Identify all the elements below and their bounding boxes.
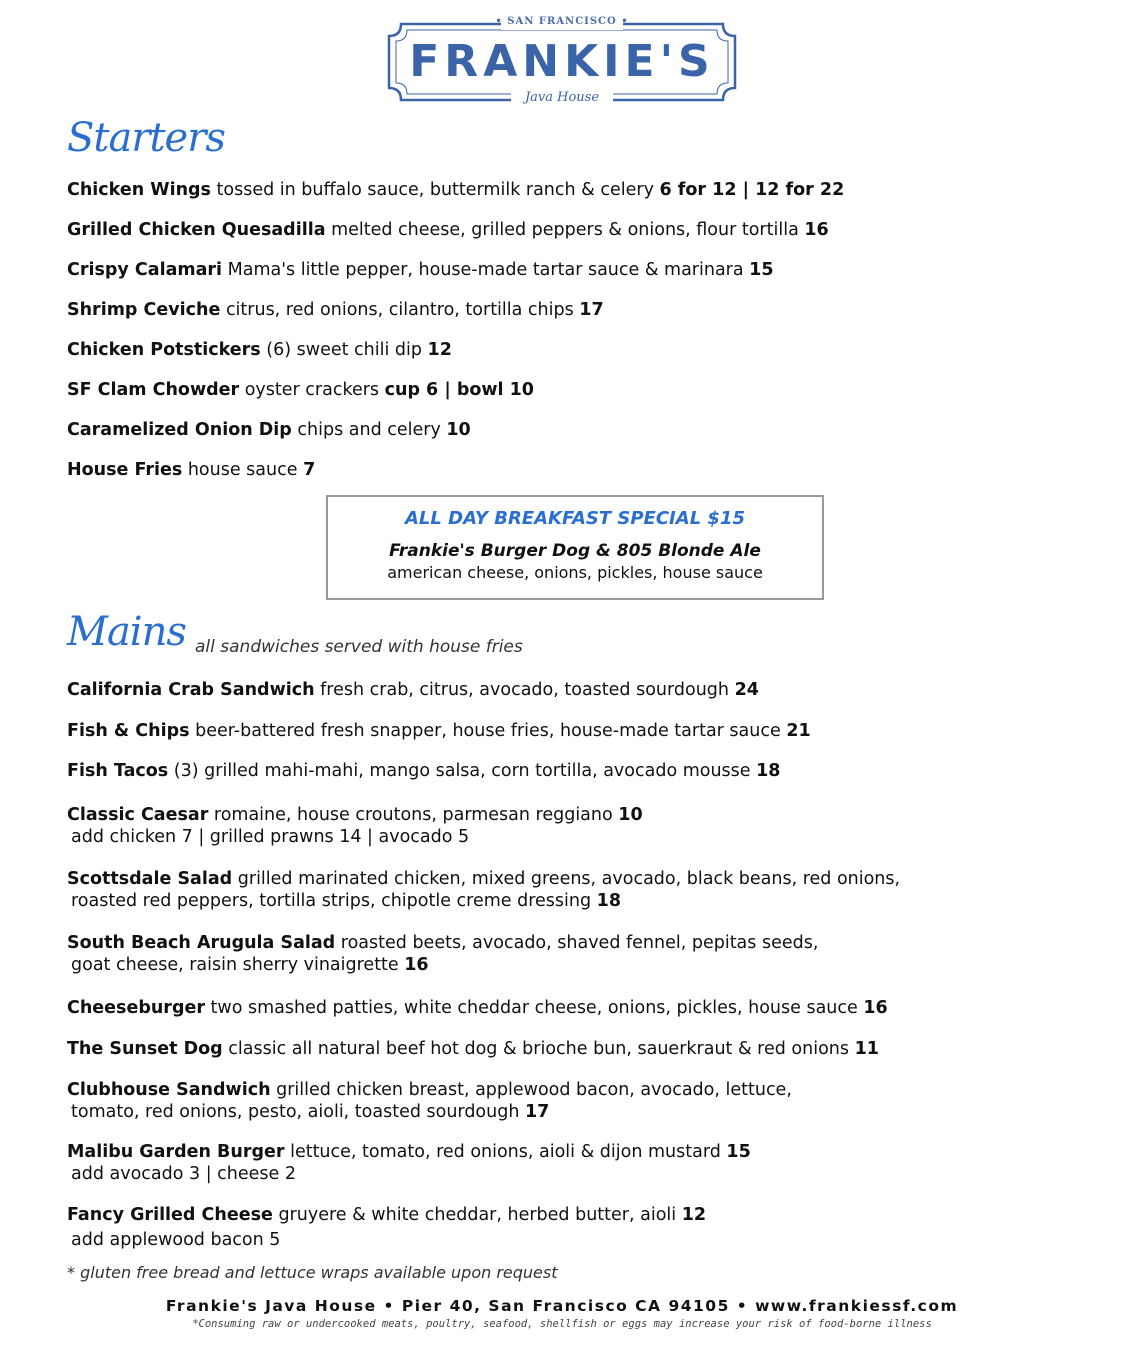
menu-item <box>67 299 604 321</box>
item-price: 16 <box>863 998 888 1018</box>
menu-item <box>67 379 534 401</box>
item-name: Classic Caesar <box>67 805 209 825</box>
gluten-free-note: * gluten free bread and lettuce wraps available upon request <box>67 1263 558 1282</box>
menu-item <box>67 179 844 201</box>
item-description-line2: roasted red peppers, tortilla strips, chipotle creme dressing <box>71 891 597 911</box>
menu-item <box>67 868 900 912</box>
mains-note: all sandwiches served with house fries <box>195 637 523 657</box>
logo-tagline: Java House <box>524 90 600 105</box>
item-name: Chicken Potstickers <box>67 340 261 360</box>
item-description: grilled marinated chicken, mixed greens, avocado, black beans, red onions, <box>232 869 901 889</box>
item-addons: add chicken 7 | grilled prawns 14 | avocado 5 <box>71 827 470 847</box>
item-name: Fish & Chips <box>67 721 190 741</box>
logo-city: • SAN FRANCISCO • <box>495 16 629 27</box>
item-description: Mama's little pepper, house-made tartar sauce & marinara <box>222 260 750 280</box>
mains-heading: Mains <box>67 609 186 655</box>
menu-item <box>67 679 759 701</box>
item-price: 24 <box>734 680 759 700</box>
item-description: tossed in buffalo sauce, buttermilk ranch & celery <box>210 180 660 200</box>
item-name: Cheeseburger <box>67 998 205 1018</box>
menu-item <box>67 1079 792 1123</box>
item-description: lettuce, tomato, red onions, aioli & dijon mustard <box>284 1142 727 1162</box>
item-description-cont <box>67 1101 792 1123</box>
food-safety-disclaimer: *Consuming raw or undercooked meats, poultry, seafood, shellfish or eggs may increase your risk of food-borne illness <box>192 1318 932 1330</box>
menu-item <box>67 219 829 241</box>
item-price: 18 <box>596 891 622 911</box>
item-price: cup 6 | bowl 10 <box>384 380 534 400</box>
item-name: California Crab Sandwich <box>67 680 315 700</box>
footer-address: Frankie's Java House • Pier 40, San Francisco CA 94105 • www.frankiessf.com <box>165 1297 959 1315</box>
item-description: chips and celery <box>291 420 447 440</box>
item-description: (3) grilled mahi-mahi, mango salsa, corn tortilla, avocado mousse <box>168 761 757 781</box>
item-price: 7 <box>303 460 316 480</box>
item-price: 15 <box>749 260 774 280</box>
item-addons: add applewood bacon 5 <box>71 1230 281 1250</box>
menu-item <box>67 459 315 481</box>
menu-item <box>67 932 818 976</box>
item-name: House Fries <box>67 460 183 480</box>
menu-item <box>67 1204 706 1251</box>
item-price: 6 for 12 | 12 for 22 <box>659 180 845 200</box>
menu-item <box>67 419 471 441</box>
menu-item <box>67 720 811 742</box>
item-name: Caramelized Onion Dip <box>67 420 292 440</box>
item-price: 10 <box>446 420 471 440</box>
item-addons: add avocado 3 | cheese 2 <box>71 1164 296 1184</box>
item-name: Shrimp Ceviche <box>67 300 221 320</box>
item-name: Scottsdale Salad <box>67 869 233 889</box>
item-name: Grilled Chicken Quesadilla <box>67 220 326 240</box>
item-price: 17 <box>525 1102 550 1122</box>
item-price: 18 <box>756 761 781 781</box>
item-name: Fancy Grilled Cheese <box>67 1205 273 1225</box>
item-name: SF Clam Chowder <box>67 380 240 400</box>
menu-item <box>67 1141 751 1185</box>
menu-item <box>67 804 643 848</box>
breakfast-special-box <box>326 495 824 600</box>
item-price: 16 <box>404 955 429 975</box>
special-item: Frankie's Burger Dog & 805 Blonde Ale <box>389 541 761 561</box>
menu-item <box>67 760 780 782</box>
item-price: 16 <box>804 220 829 240</box>
special-description: american cheese, onions, pickles, house sauce <box>387 563 763 582</box>
item-description: roasted beets, avocado, shaved fennel, pepitas seeds, <box>335 933 819 953</box>
item-description-line2: goat cheese, raisin sherry vinaigrette <box>71 955 405 975</box>
item-description: gruyere & white cheddar, herbed butter, aioli <box>272 1205 682 1225</box>
item-price: 11 <box>854 1039 879 1059</box>
item-description: fresh crab, citrus, avocado, toasted sourdough <box>314 680 735 700</box>
item-name: South Beach Arugula Salad <box>67 933 336 953</box>
menu-item <box>67 339 452 361</box>
item-name: The Sunset Dog <box>67 1039 223 1059</box>
item-description: house sauce <box>182 460 304 480</box>
item-description-cont <box>67 890 900 912</box>
item-description-cont <box>67 954 818 976</box>
item-price: 10 <box>618 805 643 825</box>
item-name: Chicken Wings <box>67 180 211 200</box>
logo <box>381 14 743 110</box>
item-description: oyster crackers <box>239 380 385 400</box>
starters-heading: Starters <box>67 115 225 161</box>
item-name: Fish Tacos <box>67 761 169 781</box>
item-description: melted cheese, grilled peppers & onions, flour tortilla <box>325 220 805 240</box>
item-description: beer-battered fresh snapper, house fries, house-made tartar sauce <box>189 721 787 741</box>
logo-name: FRANKIE'S <box>409 36 715 87</box>
menu-item <box>67 1038 879 1060</box>
item-description: romaine, house croutons, parmesan reggiano <box>208 805 619 825</box>
menu-item <box>67 997 888 1019</box>
menu-item <box>67 259 774 281</box>
item-name: Crispy Calamari <box>67 260 223 280</box>
item-description-line2: tomato, red onions, pesto, aioli, toasted sourdough <box>71 1102 525 1122</box>
item-description: grilled chicken breast, applewood bacon, avocado, lettuce, <box>270 1080 792 1100</box>
item-price: 21 <box>786 721 811 741</box>
item-description: (6) sweet chili dip <box>260 340 428 360</box>
item-description: two smashed patties, white cheddar cheese, onions, pickles, house sauce <box>204 998 864 1018</box>
item-name: Clubhouse Sandwich <box>67 1080 271 1100</box>
item-name: Malibu Garden Burger <box>67 1142 285 1162</box>
item-description: classic all natural beef hot dog & brioche bun, sauerkraut & red onions <box>222 1039 855 1059</box>
special-title: ALL DAY BREAKFAST SPECIAL $15 <box>404 508 745 529</box>
item-price: 17 <box>579 300 604 320</box>
item-price: 12 <box>427 340 452 360</box>
item-price: 15 <box>726 1142 751 1162</box>
item-description: citrus, red onions, cilantro, tortilla chips <box>220 300 580 320</box>
item-price: 12 <box>681 1205 707 1225</box>
